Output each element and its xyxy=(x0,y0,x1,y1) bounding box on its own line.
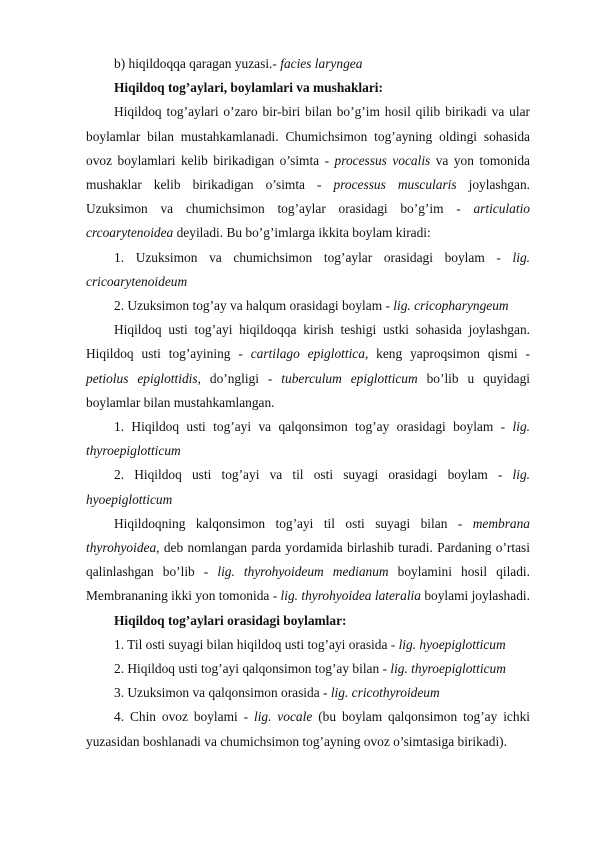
latin-term: petiolus epiglottidis xyxy=(86,370,198,386)
latin-term: lig. cricoarytenoideum xyxy=(86,249,530,289)
paragraph-cartilage-joints xyxy=(86,100,530,245)
text-run: deyiladi. Bu bo’g’imlarga ikkita boylam kiradi: xyxy=(173,225,431,241)
latin-term: lig. cricopharyngeum xyxy=(393,298,509,314)
latin-term: lig. hyoepiglotticum xyxy=(86,467,530,507)
text-run: boylami joylashadi. xyxy=(420,588,530,604)
latin-term: lig. cricothyroideum xyxy=(330,685,440,701)
text-run: va yon tomonida mushaklar kelib birikadigan o’simta - xyxy=(86,152,530,193)
latin-term: tuberculum epiglotticum xyxy=(281,370,418,386)
document-page xyxy=(86,52,530,754)
list-item-cricopharyngeal xyxy=(86,294,530,318)
text-run: 1. Til osti suyagi bilan hiqildoq usti tog’ayi orasida - xyxy=(114,636,399,652)
text-run: bo’lib u quyidagi boylamlar bilan mustahkamlangan. xyxy=(86,370,531,410)
text-run: Hiqildoq tog’aylari orasidagi boylamlar: xyxy=(114,612,347,628)
latin-term: articulatio crcoarytenoidea xyxy=(86,201,530,241)
latin-term: lig. thyroepiglotticum xyxy=(390,661,506,677)
list-item-cricoarytenoid xyxy=(86,246,530,294)
paragraph-epiglottis xyxy=(86,318,530,415)
text-run: , keng yaproqsimon qismi - xyxy=(364,346,530,362)
heading-ligaments-between-cartilages xyxy=(86,609,530,633)
text-run: 1. Uzuksimon va chumichsimon tog’aylar orasidagi boylam - xyxy=(114,249,513,265)
latin-term: membrana thyrohyoidea xyxy=(86,515,530,556)
text-run: 4. Chin ovoz boylami - xyxy=(114,709,254,725)
latin-term: processus muscularis xyxy=(333,177,457,193)
text-run: 3. Uzuksimon va qalqonsimon orasida - xyxy=(114,685,331,701)
text-run: 2. Uzuksimon tog’ay va halqum orasidagi boylam - xyxy=(114,298,394,314)
text-run: Hiqildoqning kalqonsimon tog’ayi til osti suyagi bilan - xyxy=(114,515,473,531)
latin-term: lig. vocale xyxy=(253,709,313,725)
text-run: joylashgan. Uzuksimon va chumichsimon tog’aylar orasidagi bo’g’im - xyxy=(86,177,530,217)
paragraph-thyrohyoid-membrane xyxy=(86,512,530,609)
latin-term: lig. thyrohyoidea lateralia xyxy=(280,588,421,604)
text-run: boylamini hosil qiladi. Membrananing ikki yon tomonida - xyxy=(86,564,530,604)
latin-term: cartilago epiglottica xyxy=(250,346,365,362)
latin-term: facies laryngea xyxy=(280,56,363,71)
list-item-cricothyroid xyxy=(86,681,530,705)
paragraph-facies-laryngea xyxy=(86,52,530,76)
text-run: b) hiqildoqqa qaragan yuzasi.- xyxy=(114,56,281,71)
list-item-hyoepiglottic xyxy=(86,463,530,511)
text-run: , do’ngligi - xyxy=(197,370,282,386)
text-run: Hiqildoq tog’aylari, boylamlari va mushaklari: xyxy=(114,80,383,96)
latin-term: lig. thyrohyoideum medianum xyxy=(217,564,389,580)
text-run: , deb nomlangan parda yordamida birlashib turadi. Pardaning o’rtasi qalinlashgan bo’lib - xyxy=(86,540,530,580)
list-item-epiglottis-thyroid xyxy=(86,657,530,681)
list-item-vocal-ligament xyxy=(86,705,530,753)
latin-term: processus vocalis xyxy=(334,152,431,168)
text-run: 1. Hiqildoq usti tog’ayi va qalqonsimon tog’ay orasidagi boylam - xyxy=(114,419,513,435)
latin-term: lig. hyoepiglotticum xyxy=(398,636,506,652)
list-item-hyoid-epiglottis xyxy=(86,633,530,657)
text-run: 2. Hiqildoq usti tog’ayi va til osti suyagi orasidagi boylam - xyxy=(114,467,513,483)
heading-cartilages-ligaments-muscles xyxy=(86,76,530,100)
text-run: Hiqildoq usti tog’ayi hiqildoqqa kirish teshigi ustki sohasida joylashgan. Hiqildoq usti tog’ayining - xyxy=(86,322,530,362)
text-run: Hiqildoq tog’aylari o’zaro bir-biri bilan bo’g’im hosil qilib birikadi va ular boylamlar bilan mustahkamlanadi. Chumichsimon tog’ayning oldingi sohasida ovoz boylamlari kelib birikadigan o’simta - xyxy=(86,104,530,168)
text-run: 2. Hiqildoq usti tog’ayi qalqonsimon tog’ay bilan - xyxy=(114,661,391,677)
list-item-thyroepiglottic xyxy=(86,415,530,463)
latin-term: lig. thyroepiglotticum xyxy=(86,419,530,459)
text-run: (bu boylam qalqonsimon tog’ay ichki yuzasidan boshlanadi va chumichsimon tog’ayning ovoz o’simtasiga birikadi). xyxy=(86,709,530,749)
